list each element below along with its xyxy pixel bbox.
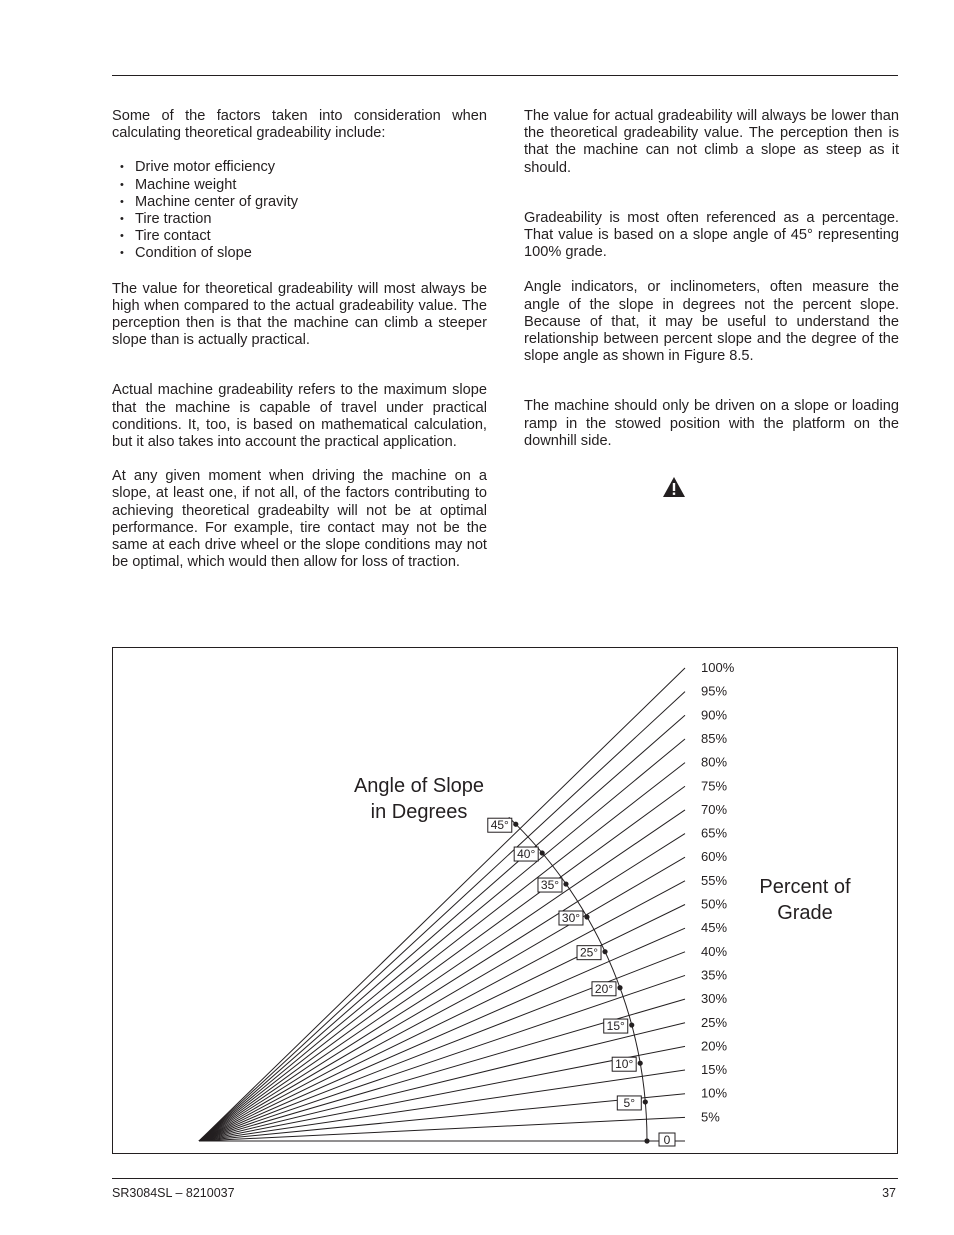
degree-marker	[602, 949, 607, 954]
slope-figure	[112, 647, 898, 1154]
inclinometer-paragraph: Angle indicators, or inclinometers, often measure the angle of the slope in degrees not the percent slope. Because of that, it may be useful to understand the relationship between percent slope and the degree of the slope angle as shown in Figure 8.5.	[524, 279, 899, 365]
left-column	[112, 108, 487, 571]
grade-label: 0	[663, 1133, 671, 1147]
degree-label: 25°	[579, 945, 599, 960]
header-rule	[112, 75, 898, 76]
percentage-paragraph: Gradeability is most often referenced as a percentage. That value is based on a slope angle of 45° representing 100% grade.	[524, 209, 899, 261]
right-column	[524, 108, 899, 450]
actual-gradeability-paragraph: Actual machine gradeability refers to the maximum slope that the machine is capable of travel under practical conditions. It, too, is based on mathematical calculation, but it also takes into account the practical application.	[112, 382, 487, 451]
grade-label: 75%	[701, 778, 728, 794]
grade-label: 55%	[701, 872, 728, 888]
grade-label: 25%	[701, 1014, 728, 1030]
factor-list	[112, 159, 487, 262]
grade-label: 5%	[701, 1109, 720, 1125]
grade-line	[199, 1094, 685, 1141]
grade-line	[199, 786, 685, 1141]
grade-line	[199, 952, 685, 1141]
grade-line	[199, 928, 685, 1141]
warning-triangle-icon	[662, 476, 686, 498]
grade-label: 40%	[701, 943, 728, 959]
actual-lower-paragraph: The value for actual gradeability will always be lower than the theoretical gradeability value. The perception then is that the machine can not climb a slope as steep as it should.	[524, 108, 899, 176]
degree-label: 40°	[517, 847, 536, 862]
degree-arc	[516, 824, 647, 1141]
grade-line	[199, 857, 685, 1141]
degree-marker	[644, 1138, 649, 1143]
list-item: • Machine center of gravity	[112, 194, 487, 211]
grade-line	[199, 881, 685, 1141]
degree-marker	[540, 850, 545, 855]
degree-label: 30°	[561, 911, 581, 925]
degree-label: 45°	[490, 818, 509, 833]
driving-moment-paragraph: At any given moment when driving the machine on a slope, at least one, if not all, of the factors contributing to achieving theoretical gradeabilty will not be at optimal performance. For example, tire contact may not be the same at each drive wheel or the slope conditions may not be optimal, which would then allow for loss of traction.	[112, 468, 487, 571]
grade-label: 80%	[701, 754, 728, 770]
grade-label: 30%	[701, 991, 728, 1007]
degree-marker	[617, 985, 622, 990]
list-item: • Condition of slope	[112, 245, 487, 262]
grade-label: 90%	[701, 707, 728, 723]
grade-label: 20%	[701, 1038, 728, 1054]
grade-label: 45%	[701, 920, 728, 936]
list-item: • Tire contact	[112, 228, 487, 245]
page-number: 37	[882, 1186, 896, 1200]
grade-line	[199, 810, 685, 1141]
grade-label: 95%	[701, 683, 728, 699]
list-item: • Drive motor efficiency	[112, 159, 487, 176]
grade-label: 100%	[701, 660, 735, 675]
grade-label: 50%	[701, 896, 728, 912]
list-item: • Machine weight	[112, 177, 487, 194]
degree-marker	[643, 1099, 648, 1104]
stowed-position-paragraph: The machine should only be driven on a slope or loading ramp in the stowed position with the platform on the downhill side.	[524, 398, 899, 449]
document-id: SR3084SL – 8210037	[112, 1186, 235, 1200]
degree-label: 20°	[594, 981, 614, 996]
grade-label: 70%	[701, 801, 728, 817]
percent-title: Percent of Grade	[759, 876, 851, 924]
degree-label: 15°	[606, 1019, 625, 1034]
intro-paragraph: Some of the factors taken into consideration when calculating theoretical gradeability include:	[112, 108, 487, 142]
degree-marker	[563, 881, 568, 886]
grade-label: 35%	[701, 967, 728, 983]
grade-label: 60%	[701, 849, 728, 865]
degree-marker	[629, 1022, 634, 1027]
degree-marker	[638, 1061, 643, 1066]
footer-rule	[112, 1178, 898, 1179]
grade-label: 65%	[701, 825, 728, 841]
degree-label: 5°	[623, 1095, 636, 1110]
grade-label: 15%	[701, 1062, 728, 1078]
degree-label: 35°	[540, 878, 560, 893]
list-item: • Tire traction	[112, 211, 487, 228]
grade-label: 10%	[701, 1085, 728, 1101]
degree-marker	[584, 914, 589, 919]
grade-line	[199, 1117, 685, 1141]
degree-marker	[513, 822, 518, 827]
grade-line	[199, 1023, 685, 1141]
grade-line	[199, 692, 685, 1141]
angle-title: Angle of Slope in Degrees	[353, 775, 485, 823]
grade-label: 85%	[701, 730, 728, 746]
theoretical-paragraph: The value for theoretical gradeability will most always be high when compared to the actual gradeability value. The perception then is that the machine can climb a steeper slope than is actually practical.	[112, 280, 487, 349]
degree-label: 10°	[615, 1057, 634, 1072]
